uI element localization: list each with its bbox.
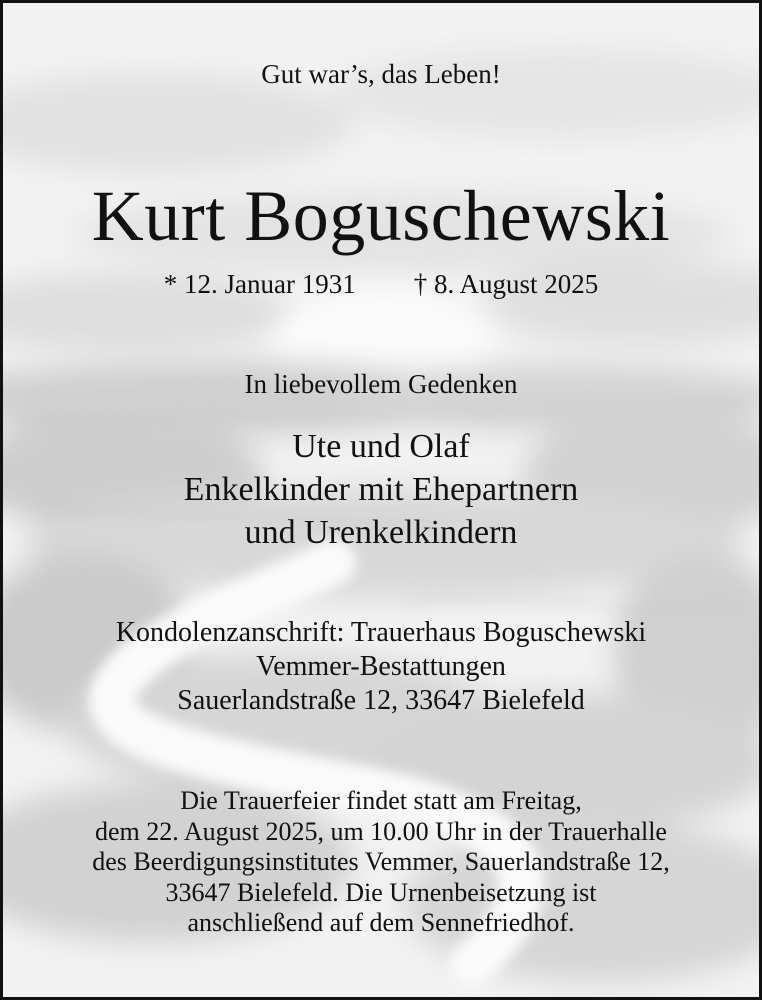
life-dates [3, 269, 759, 300]
address-line: Kondolenzanschrift: Trauerhaus Boguschewski [115, 617, 647, 648]
address-line: Sauerlandstraße 12, 33647 Bielefeld [177, 685, 585, 716]
service-line: dem 22. August 2025, um 10.00 Uhr in der Trauerhalle [95, 816, 667, 846]
family-line: und Urenkelkindern [244, 514, 518, 551]
address-line: Vemmer-Bestattungen [256, 651, 506, 682]
funeral-service-info [3, 786, 759, 939]
family-line: Ute und Olaf [292, 428, 470, 465]
deceased-name: Kurt Boguschewski [91, 176, 671, 256]
condolence-address [3, 616, 759, 718]
memory-line: In liebevollem Gedenken [244, 369, 518, 399]
service-line: Die Trauerfeier findet statt am Freitag, [180, 786, 582, 815]
death-date: † 8. August 2025 [413, 269, 599, 299]
service-line: des Beerdigungsinstitutes Vemmer, Sauerlandstraße 12, [92, 847, 670, 876]
motto: Gut war’s, das Leben! [261, 59, 501, 89]
service-line: 33647 Bielefeld. Die Urnenbeisetzung ist [165, 877, 597, 907]
family-line: Enkelkinder mit Ehepartnern [183, 471, 579, 508]
birth-date: * 12. Januar 1931 [163, 269, 356, 299]
family-members [3, 425, 759, 554]
service-line: anschließend auf dem Sennefriedhof. [187, 908, 575, 937]
